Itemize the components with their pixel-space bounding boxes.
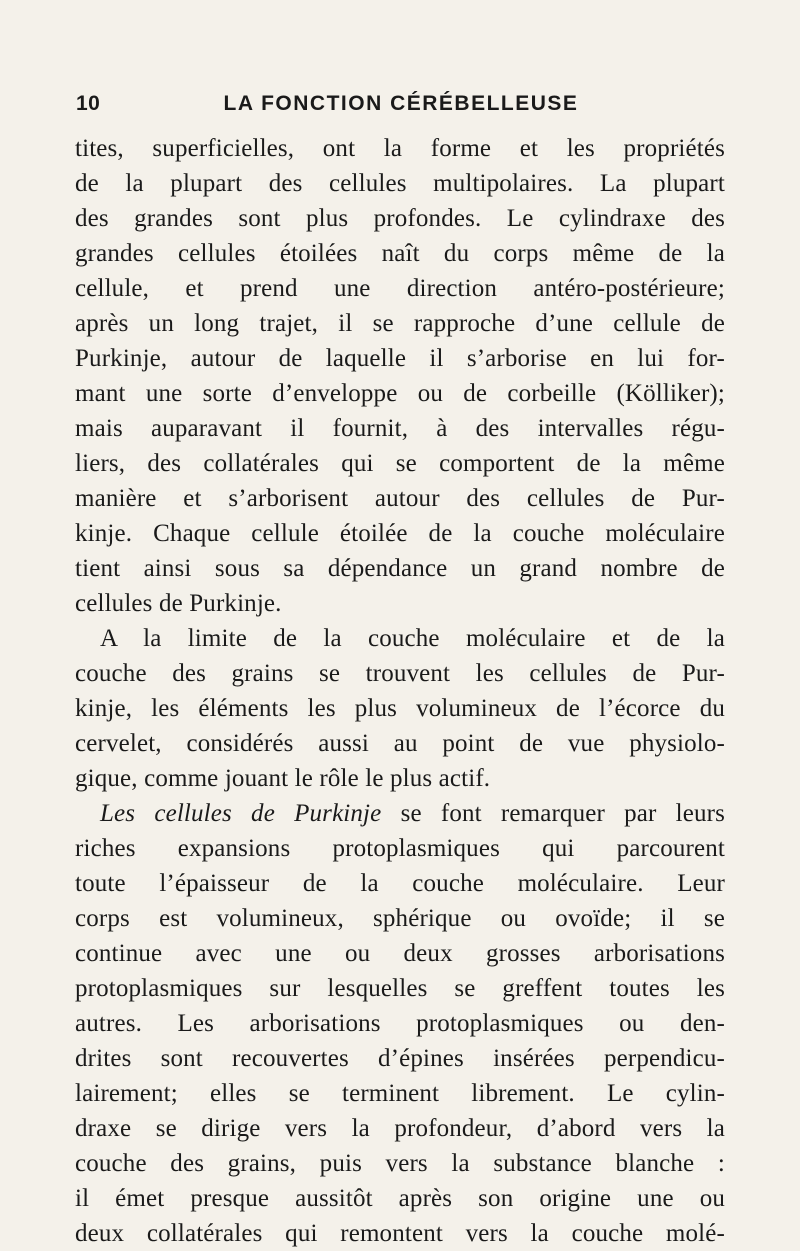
text-line: cellules de Purkinje. [75, 590, 282, 617]
text-line: mais auparavant il fournit, à des intervalles régu- [75, 415, 725, 442]
text-line: manière et s’arborisent autour des cellules de Pur- [75, 485, 725, 512]
page-number: 10 [76, 92, 101, 115]
text-line: lairement; elles se terminent librement. Le cylin- [75, 1080, 725, 1107]
text-line: il émet presque aussitôt après son origine une ou [75, 1185, 725, 1212]
text-line: autres. Les arborisations protoplasmiques ou den- [75, 1010, 725, 1037]
text-line: Purkinje, autour de laquelle il s’arborise en lui for- [75, 345, 725, 372]
text-line: couche des grains se trouvent les cellules de Pur- [75, 660, 725, 687]
text-line: des grandes sont plus profondes. Le cylindraxe des [75, 205, 725, 232]
text-line: couche des grains, puis vers la substance blanche : [75, 1150, 725, 1177]
text-line: kinje, les éléments les plus volumineux de l’écorce du [75, 695, 725, 722]
text-line: tient ainsi sous sa dépendance un grand nombre de [75, 555, 725, 582]
text-line: kinje. Chaque cellule étoilée de la couche moléculaire [75, 520, 725, 547]
running-title: LA FONCTION CÉRÉBELLEUSE [223, 92, 579, 115]
text-line: cervelet, considérés aussi au point de vue physiolo- [75, 730, 725, 757]
page-header [76, 92, 726, 122]
text-line: corps est volumineux, sphérique ou ovoïde; il se [75, 905, 725, 932]
text-line-rest: se font remarquer par leurs [400, 800, 725, 827]
text-line-with-italic-lead [75, 796, 725, 831]
text-line: protoplasmiques sur lesquelles se greffent toutes les [75, 975, 725, 1002]
text-line: continue avec une ou deux grosses arborisations [75, 940, 725, 967]
text-line: toute l’épaisseur de la couche moléculaire. Leur [75, 870, 725, 897]
text-line: A la limite de la couche moléculaire et de la [100, 625, 725, 652]
text-line: grandes cellules étoilées naît du corps même de la [75, 240, 725, 267]
italic-lead: Les cellules de Purkinje [100, 800, 382, 827]
text-line: deux collatérales qui remontent vers la couche molé- [75, 1220, 725, 1247]
text-line: gique, comme jouant le rôle le plus actif. [75, 765, 491, 792]
text-line: draxe se dirige vers la profondeur, d’abord vers la [75, 1115, 725, 1142]
text-line: de la plupart des cellules multipolaires. La plupart [75, 170, 725, 197]
text-line: riches expansions protoplasmiques qui parcourent [75, 835, 725, 862]
text-line: cellule, et prend une direction antéro-postérieure; [75, 275, 725, 302]
body-text [75, 131, 725, 1251]
text-line: liers, des collatérales qui se comportent de la même [75, 450, 725, 477]
text-line: tites, superficielles, ont la forme et les propriétés [75, 135, 725, 162]
text-line: mant une sorte d’enveloppe ou de corbeille (Kölliker); [75, 380, 725, 407]
text-line: après un long trajet, il se rapproche d’une cellule de [75, 310, 725, 337]
text-line: drites sont recouvertes d’épines insérées perpendicu- [75, 1045, 725, 1072]
